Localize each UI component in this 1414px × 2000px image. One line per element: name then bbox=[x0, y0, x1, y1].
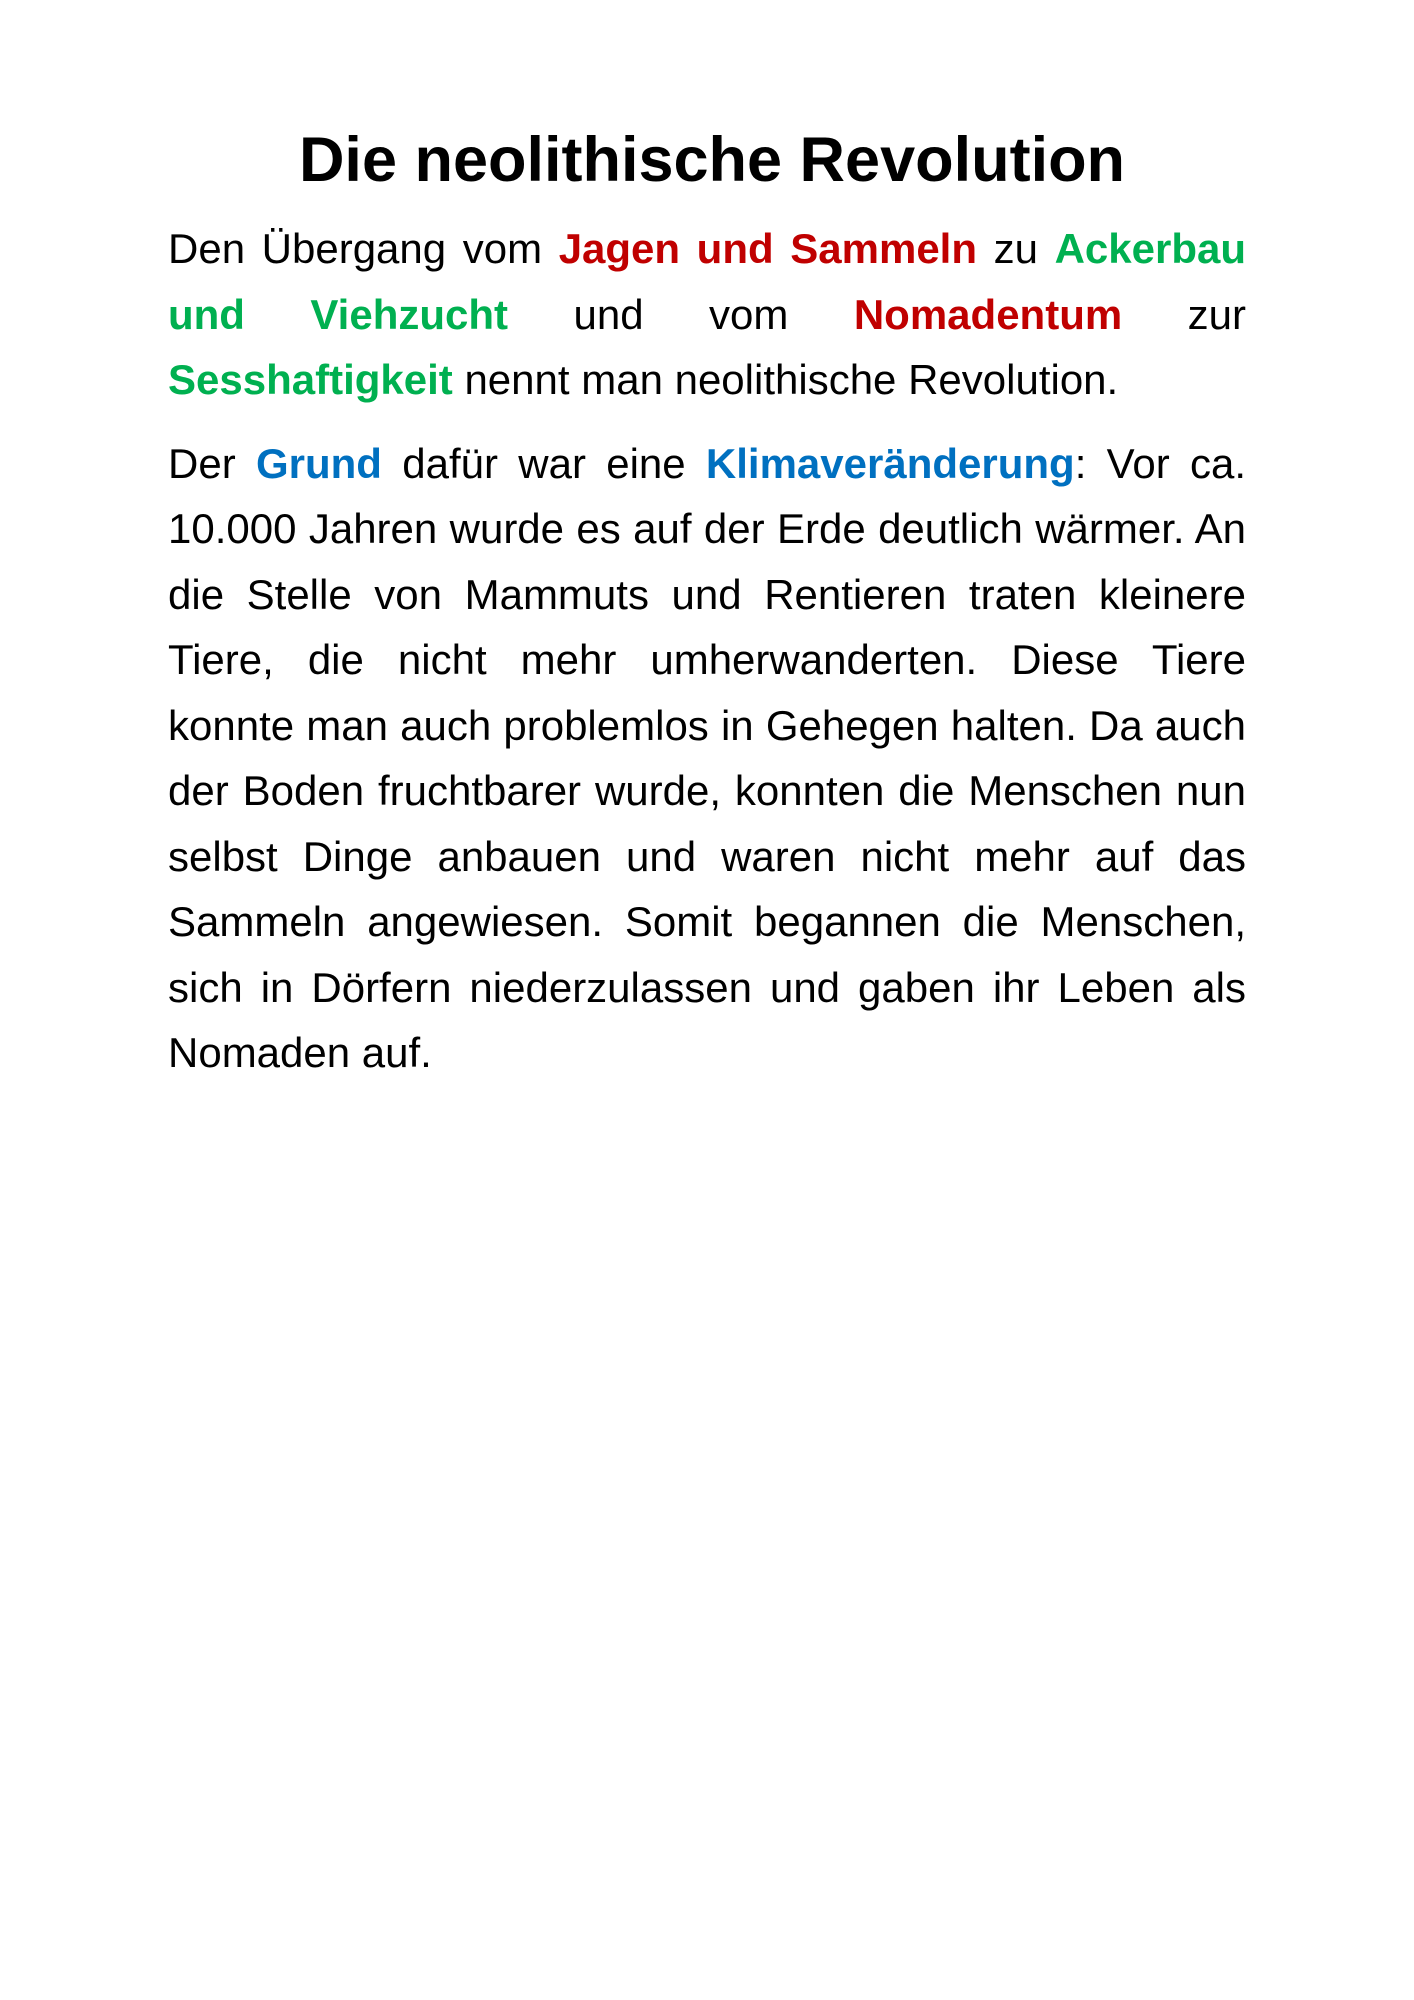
text-segment: zu bbox=[977, 225, 1055, 272]
text-segment: zur bbox=[1122, 290, 1247, 338]
paragraph-reason bbox=[168, 431, 1246, 1086]
text-segment: und vom bbox=[508, 290, 854, 338]
text-segment: : Vor ca. 10.000 Jahren wurde es auf der Erde deutlich wärmer. An die Stelle von Mammuts und Rentieren traten kleinere Tiere, die nicht mehr umherwanderten. Diese Tiere konnte man auch problemlos in Gehegen halten. Da auch der Boden fruchtbarer wurde, konnten die Menschen nun selbst Dinge anbauen und waren nicht mehr auf das Sammeln angewiesen. Somit begannen die Menschen, sich in Dörfern niederzulassen und gaben ihr Leben als Nomaden auf. bbox=[168, 439, 1246, 1076]
highlight-klimaveraenderung: Klimaveränderung bbox=[705, 439, 1075, 487]
page-title: Die neolithische Revolution bbox=[298, 125, 1126, 195]
text-segment: nennt man neolithische Revolution. bbox=[452, 356, 1119, 403]
text-segment: Der bbox=[168, 439, 256, 487]
highlight-sesshaftigkeit: Sesshaftigkeit bbox=[168, 356, 453, 403]
paragraph-definition bbox=[168, 216, 1246, 413]
highlight-jagen-und-sammeln: Jagen und Sammeln bbox=[558, 225, 977, 272]
highlight-nomadentum: Nomadentum bbox=[853, 290, 1123, 338]
document-page bbox=[168, 118, 1246, 1086]
highlight-grund: Grund bbox=[255, 439, 382, 487]
highlight-ackerbau-und-viehzucht: Ackerbau und Viehzucht bbox=[168, 225, 1246, 338]
text-segment: Den Übergang vom bbox=[168, 225, 559, 272]
text-segment: dafür war eine bbox=[381, 439, 706, 487]
